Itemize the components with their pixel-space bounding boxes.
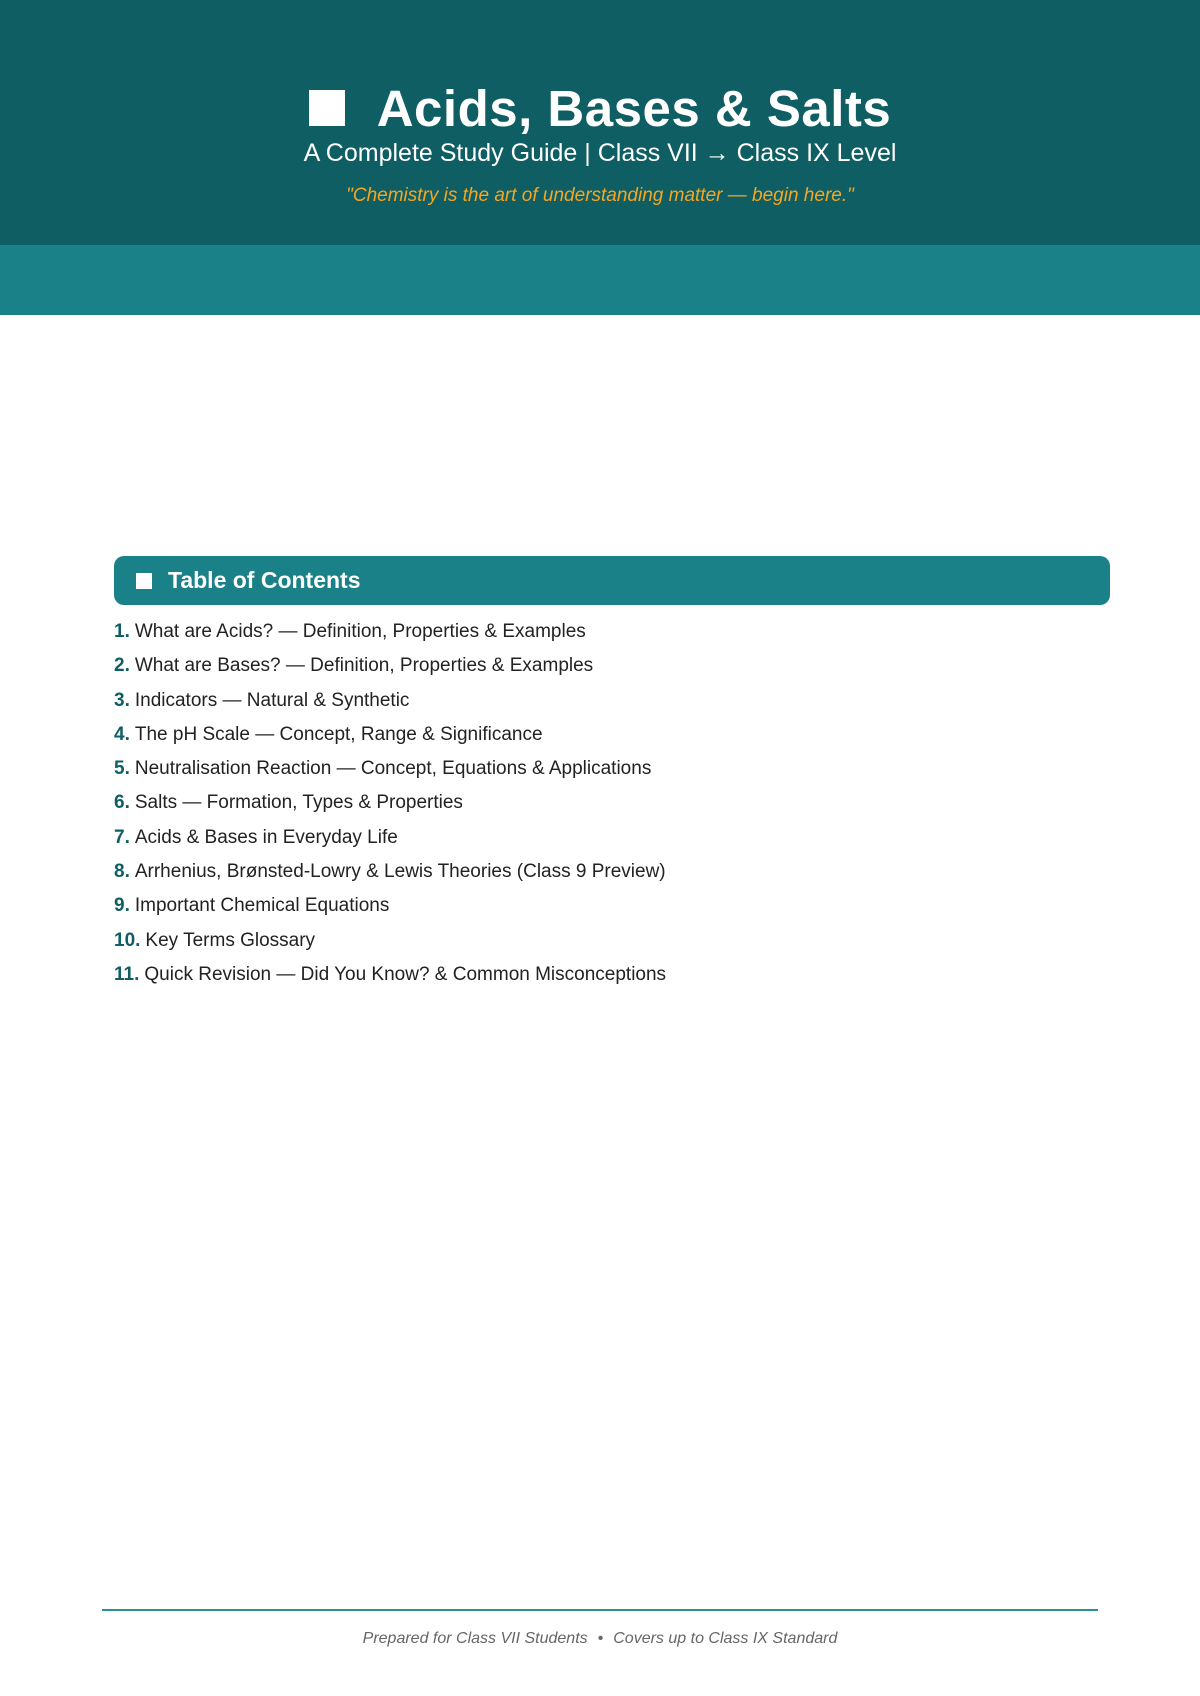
toc-item-4[interactable] (114, 718, 1110, 752)
toc-item-number: 10. (114, 929, 141, 951)
page-quote: "Chemistry is the art of understanding matter — begin here." (346, 185, 854, 206)
toc-item-number: 9. (114, 895, 130, 917)
toc-item-text: Important Chemical Equations (134, 895, 390, 917)
toc-item-text: The pH Scale — Concept, Range & Significance (134, 723, 543, 745)
toc-item-1[interactable] (114, 615, 1110, 649)
toc-item-text: Arrhenius, Brønsted-Lowry & Lewis Theories (Class 9 Preview) (134, 861, 666, 883)
toc-item-8[interactable] (114, 855, 1110, 889)
header-band (0, 245, 1200, 315)
footer-left-text: Prepared for Class VII Students (362, 1630, 588, 1647)
square-icon (309, 90, 345, 126)
toc-item-6[interactable] (114, 786, 1110, 820)
toc-item-number: 11. (114, 963, 140, 985)
footer-separator: • (597, 1630, 604, 1647)
toc-item-text: Indicators — Natural & Synthetic (134, 689, 410, 711)
toc-item-text: Acids & Bases in Everyday Life (134, 826, 398, 848)
toc-item-7[interactable] (114, 821, 1110, 855)
toc-item-number: 2. (114, 655, 130, 677)
toc-heading-bar (114, 556, 1110, 605)
toc-item-number: 5. (114, 758, 130, 780)
toc-item-text: Key Terms Glossary (145, 929, 316, 951)
square-icon (136, 573, 152, 589)
toc-item-5[interactable] (114, 752, 1110, 786)
page-title: Acids, Bases & Salts (376, 79, 892, 137)
toc-item-9[interactable] (114, 889, 1110, 923)
toc-item-number: 3. (114, 689, 130, 711)
footer-divider (102, 1609, 1098, 1611)
footer-right-text: Covers up to Class IX Standard (613, 1630, 838, 1647)
toc-item-11[interactable] (114, 958, 1110, 992)
toc-item-number: 1. (114, 621, 130, 642)
toc-item-number: 6. (114, 792, 130, 814)
toc-item-3[interactable] (114, 684, 1110, 718)
page-footer (0, 1630, 1200, 1648)
page-header (0, 0, 1200, 245)
toc-list (114, 615, 1110, 992)
toc-item-text: What are Bases? — Definition, Properties & Examples (134, 655, 594, 677)
toc-heading: Table of Contents (168, 567, 361, 593)
title-row (0, 78, 1200, 138)
toc-item-text: What are Acids? — Definition, Properties & Examples (134, 621, 586, 642)
toc-item-10[interactable] (114, 924, 1110, 958)
toc-item-text: Salts — Formation, Types & Properties (134, 792, 463, 814)
toc-item-number: 4. (114, 723, 130, 745)
toc-item-number: 7. (114, 826, 130, 848)
toc-item-2[interactable] (114, 649, 1110, 683)
toc-item-text: Quick Revision — Did You Know? & Common Misconceptions (144, 963, 667, 985)
toc-item-number: 8. (114, 861, 130, 883)
page-subtitle: A Complete Study Guide | Class VII → Class IX Level (303, 139, 897, 167)
toc-item-text: Neutralisation Reaction — Concept, Equations & Applications (134, 758, 652, 780)
